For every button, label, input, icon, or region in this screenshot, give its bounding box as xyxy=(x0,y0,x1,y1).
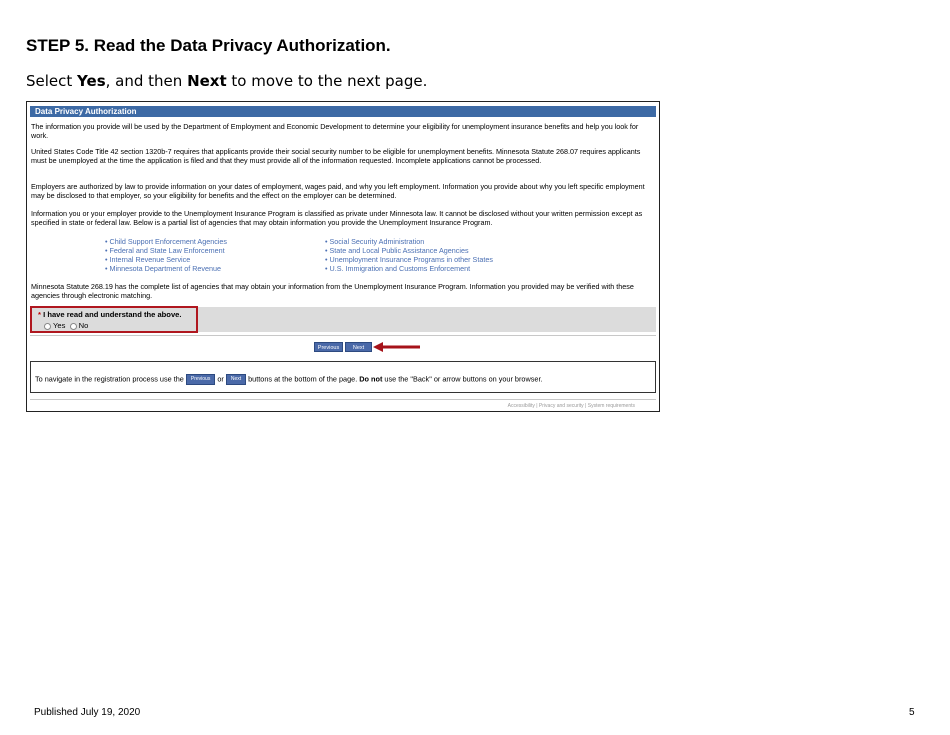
required-marker: * xyxy=(38,310,41,319)
agency-list-left xyxy=(105,237,227,273)
agency-item[interactable]: • U.S. Immigration and Customs Enforcement xyxy=(325,264,493,273)
nav-note-do-not: Do not xyxy=(359,374,383,384)
agency-item[interactable]: • Internal Revenue Service xyxy=(105,255,227,264)
embedded-screenshot xyxy=(26,101,660,412)
acknowledgement-label: I have read and understand the above. xyxy=(43,310,182,319)
previous-button[interactable]: Previous xyxy=(314,342,343,352)
agency-item[interactable]: • Minnesota Department of Revenue xyxy=(105,264,227,273)
acknowledgement-highlight xyxy=(30,306,198,333)
privacy-paragraph-2: United States Code Title 42 section 1320b-7 requires that applicants provide their social security number to be eligible for unemployment benefits. Minnesota Statute 268.07 requires applicants must be unemployed at the time the application is filed and that they must provide all of the information requested. Incomplete applications cannot be processed. xyxy=(31,147,641,166)
footer-divider xyxy=(30,399,656,400)
section-header: Data Privacy Authorization xyxy=(30,106,656,117)
agency-item[interactable]: • Unemployment Insurance Programs in other States xyxy=(325,255,493,264)
nav-note-middle: buttons at the bottom of the page. xyxy=(248,374,358,384)
nav-note-or: or xyxy=(217,374,224,384)
next-button[interactable]: Next xyxy=(345,342,372,352)
instruction-middle: , and then xyxy=(105,72,188,90)
yes-label[interactable]: Yes xyxy=(53,321,66,330)
navigation-note xyxy=(35,374,543,385)
divider xyxy=(30,335,656,336)
page-number: 5 xyxy=(909,707,915,718)
pointer-arrow-icon xyxy=(373,341,421,353)
navigation-note-box xyxy=(30,361,656,393)
inline-next-button: Next xyxy=(226,374,246,385)
instruction-yes-word: Yes xyxy=(77,72,106,90)
instruction-text xyxy=(26,72,427,90)
agency-item[interactable]: • Federal and State Law Enforcement xyxy=(105,246,227,255)
no-label[interactable]: No xyxy=(78,321,89,330)
acknowledgement-options xyxy=(44,321,88,330)
closing-paragraph: Minnesota Statute 268.19 has the complete list of agencies that may obtain your information from the Unemployment Insurance Program. Information you provided may be verified with these agencies through electronic matching. xyxy=(31,282,634,301)
acknowledgement-question xyxy=(38,310,182,319)
no-radio[interactable] xyxy=(70,323,77,330)
instruction-suffix: to move to the next page. xyxy=(226,72,428,90)
nav-note-suffix: use the "Back" or arrow buttons on your browser. xyxy=(384,374,543,384)
footer-links[interactable]: Accessibility | Privacy and security | System requirements xyxy=(507,403,635,409)
published-date: Published July 19, 2020 xyxy=(34,707,141,718)
agency-item[interactable]: • Child Support Enforcement Agencies xyxy=(105,237,227,246)
instruction-next-word: Next xyxy=(187,72,227,90)
privacy-paragraph-1: The information you provide will be used by the Department of Employment and Economic Development to determine your eligibility for unemployment insurance benefits and help you look for work. xyxy=(31,122,639,141)
step-title: STEP 5. Read the Data Privacy Authorization. xyxy=(26,36,391,55)
agency-item[interactable]: • State and Local Public Assistance Agencies xyxy=(325,246,493,255)
nav-note-prefix: To navigate in the registration process use the xyxy=(35,374,184,384)
agency-list-right xyxy=(325,237,493,273)
privacy-paragraph-4: Information you or your employer provide to the Unemployment Insurance Program is classified as private under Minnesota law. It cannot be disclosed without your written permission except as specified in state or federal law. Below is a partial list of agencies that may obtain information you provide the Unemployment Insurance Program. xyxy=(31,209,643,228)
privacy-paragraph-3: Employers are authorized by law to provide information on your dates of employment, wages paid, and why you left employment. Information you provide about why you left specific employment may be disclosed to that employer, so your eligibility for benefits and the effect on the employer can be determined. xyxy=(31,182,645,201)
inline-previous-button: Previous xyxy=(186,374,215,385)
yes-radio[interactable] xyxy=(44,323,51,330)
agency-item[interactable]: • Social Security Administration xyxy=(325,237,493,246)
instruction-prefix: Select xyxy=(26,72,78,90)
